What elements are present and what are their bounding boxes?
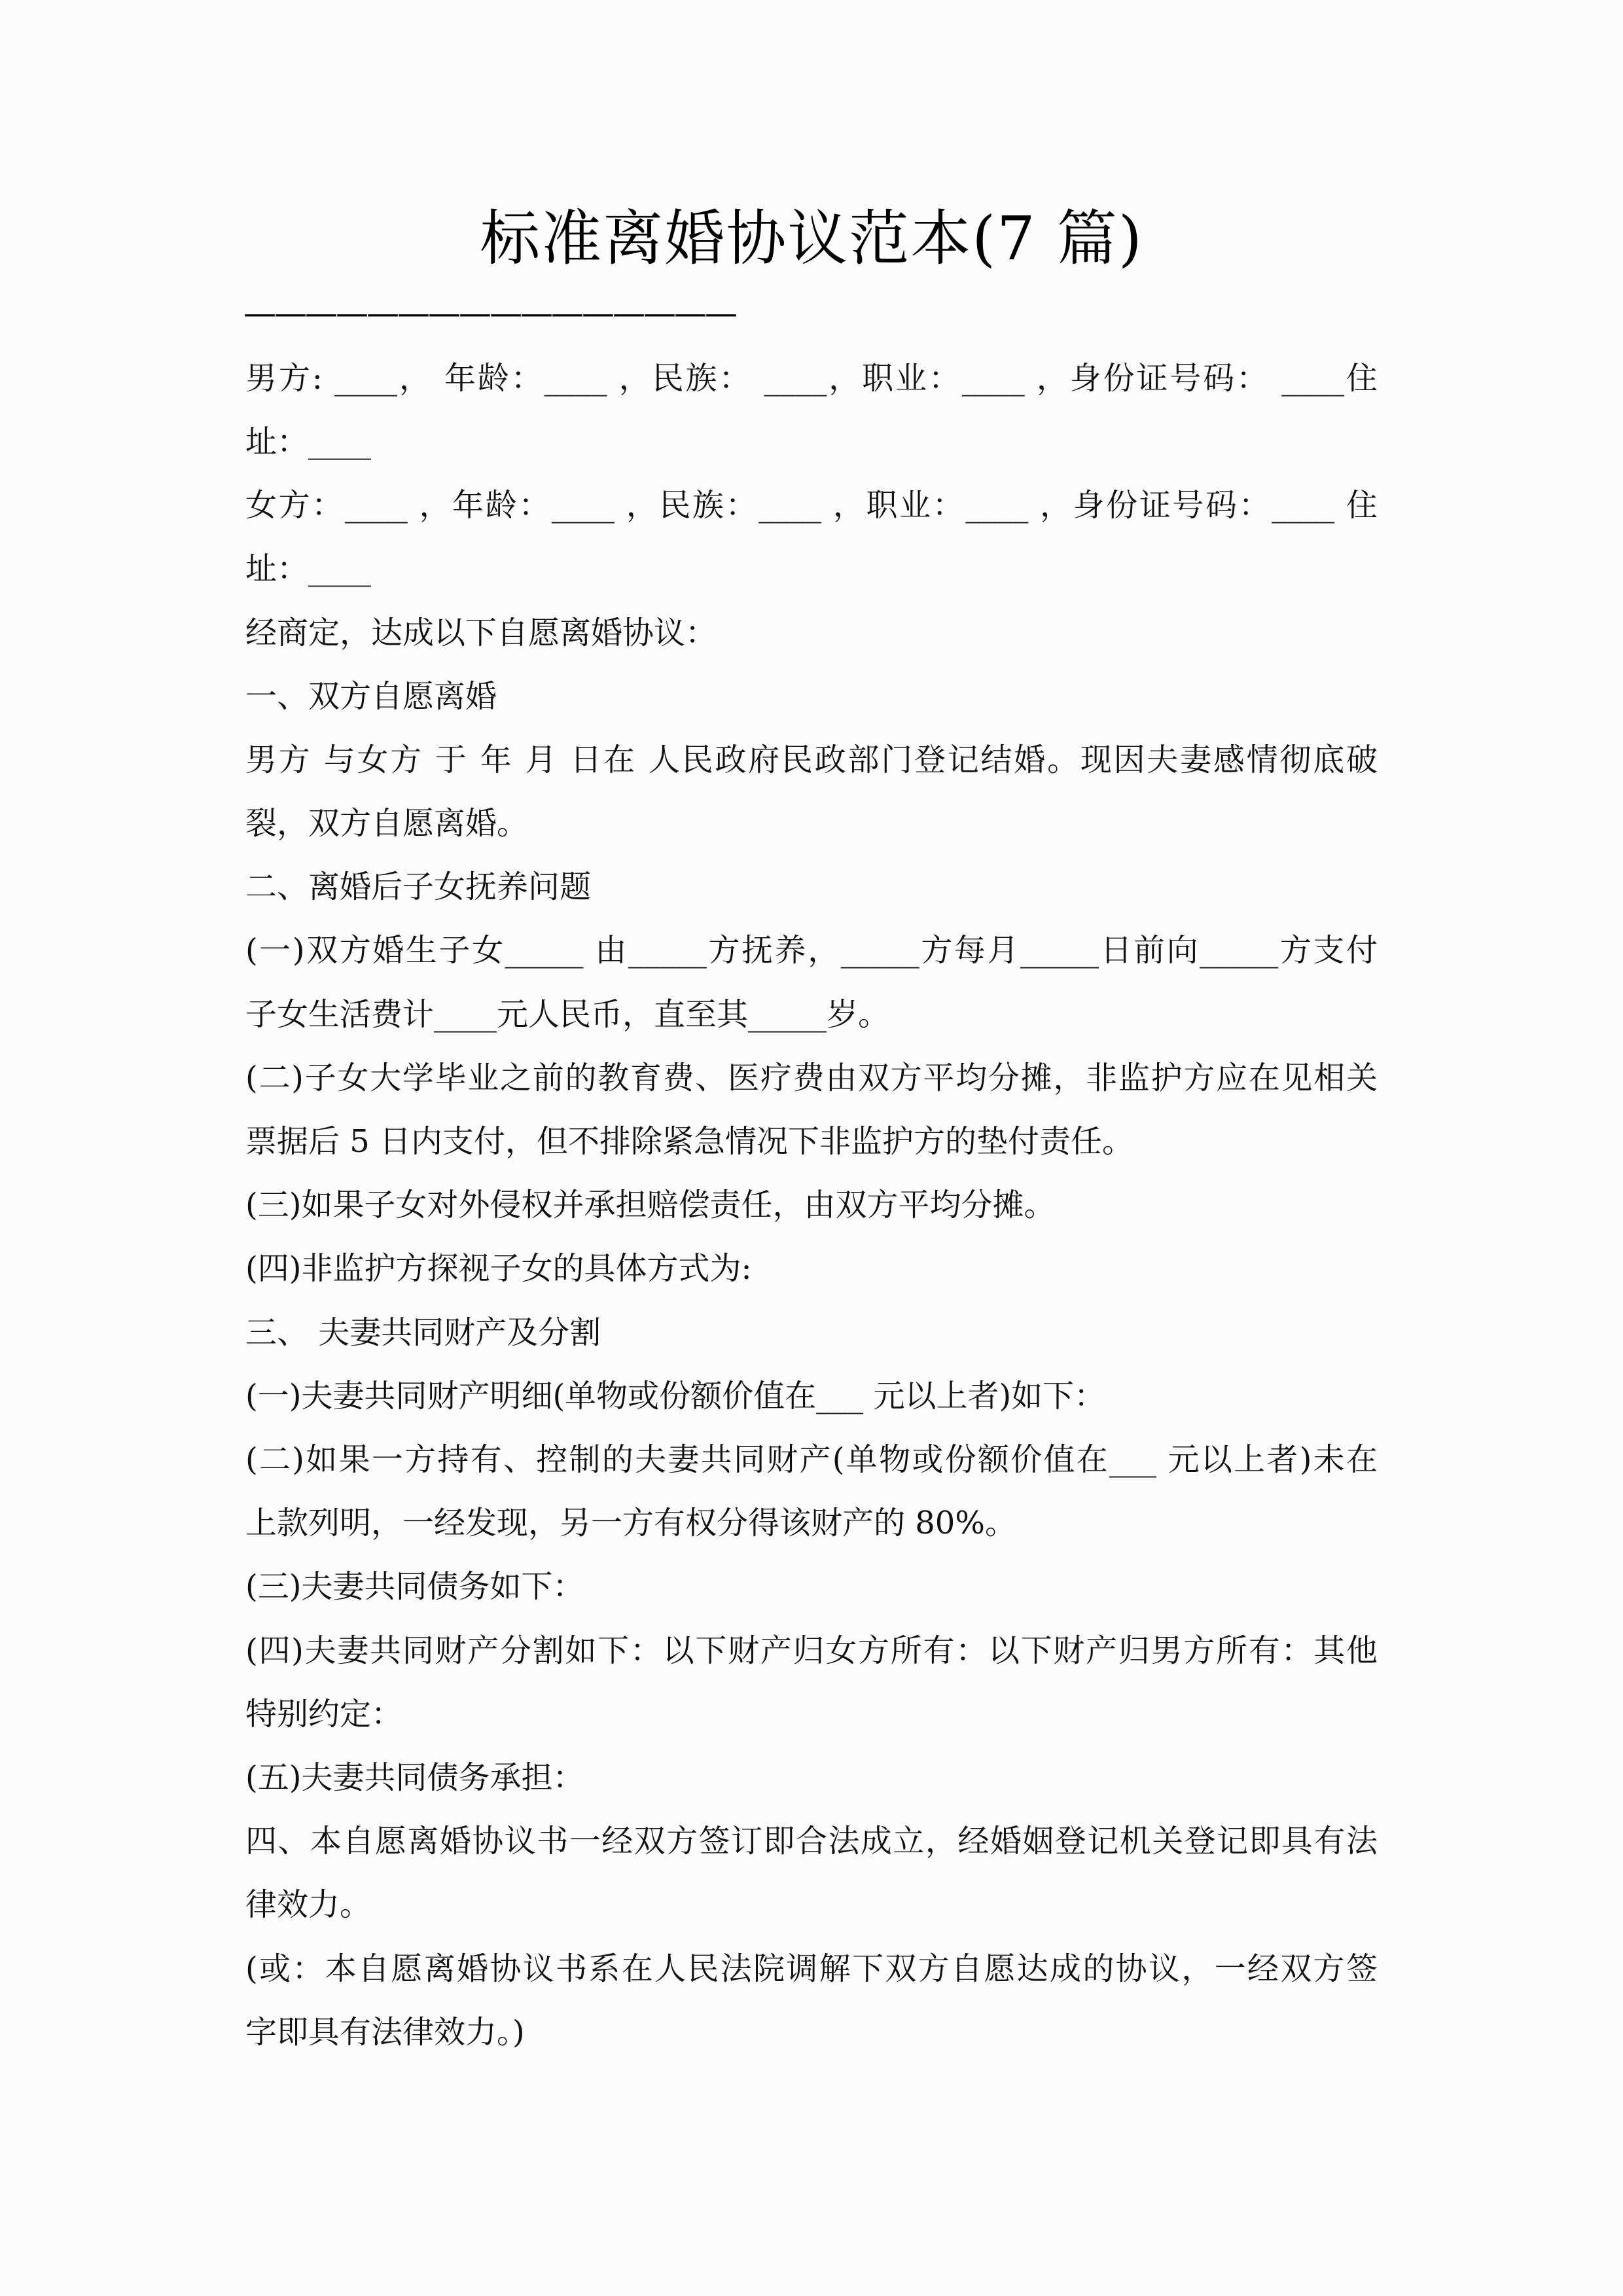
document-title: 标准离婚协议范本(7 篇): [480, 204, 1143, 274]
section-1-body-cont: 裂，双方自愿离婚。: [245, 805, 529, 842]
title-divider: ————————————————: [243, 294, 736, 332]
section-4-body-cont: 律效力。: [245, 1886, 372, 1923]
section-4-body: 四、本自愿离婚协议书一经双方签订即合法成立，经婚姻登记机关登记即具有法: [245, 1823, 1378, 1859]
section-4-alternative-cont: 字即具有法律效力。): [245, 2014, 525, 2051]
section-3-clause-1: (一)夫妻共同财产明细(单物或份额价值在___ 元以上者)如下：: [245, 1378, 1106, 1414]
section-2-heading: 二、离婚后子女抚养问题: [245, 869, 592, 905]
section-1-body: 男方 与女方 于 年 月 日在 人民政府民政部门登记结婚。现因夫妻感情彻底破: [245, 742, 1378, 778]
party-female-address: 址：____: [245, 550, 372, 587]
section-3-clause-2: (二)如果一方持有、控制的夫妻共同财产(单物或份额价值在___ 元以上者)未在: [245, 1441, 1378, 1478]
section-3-clause-3: (三)夫妻共同债务如下：: [245, 1568, 584, 1605]
section-2-clause-3: (三)如果子女对外侵权并承担赔偿责任，由双方平均分摊。: [245, 1187, 1056, 1223]
section-3-heading: 三、 夫妻共同财产及分割: [245, 1314, 601, 1351]
section-3-clause-2-cont: 上款列明，一经发现，另一方有权分得该财产的 80%。: [245, 1505, 1016, 1541]
party-male-address: 址：____: [245, 423, 372, 460]
section-3-clause-4: (四)夫妻共同财产分割如下：以下财产归女方所有：以下财产归男方所有：其他: [245, 1632, 1378, 1669]
party-male-info: 男方: ____， 年龄：____ ，民族： ____，职业：____ ，身份证号码： ____住: [245, 360, 1378, 397]
section-2-clause-4: (四)非监护方探视子女的具体方式为:: [245, 1250, 752, 1287]
section-2-clause-1-cont: 子女生活费计____元人民币，直至其_____岁。: [245, 996, 890, 1033]
agreement-intro: 经商定，达成以下自愿离婚协议：: [245, 615, 717, 651]
section-2-clause-2-cont: 票据后 5 日内支付，但不排除紧急情况下非监护方的垫付责任。: [245, 1123, 1134, 1160]
section-1-heading: 一、双方自愿离婚: [245, 678, 497, 715]
section-3-clause-4-cont: 特别约定：: [245, 1696, 403, 1732]
party-female-info: 女方：____ ，年龄：____ ，民族：____ ，职业：____ ，身份证号码：____ 住: [245, 487, 1378, 524]
section-2-clause-2: (二)子女大学毕业之前的教育费、医疗费由双方平均分摊，非监护方应在见相关: [245, 1060, 1378, 1096]
section-4-alternative: (或：本自愿离婚协议书系在人民法院调解下双方自愿达成的协议，一经双方签: [245, 1950, 1378, 1987]
section-3-clause-5: (五)夫妻共同债务承担：: [245, 1759, 584, 1796]
section-2-clause-1: (一)双方婚生子女_____ 由_____方抚养，_____方每月_____日前向_____方支付: [245, 932, 1378, 969]
